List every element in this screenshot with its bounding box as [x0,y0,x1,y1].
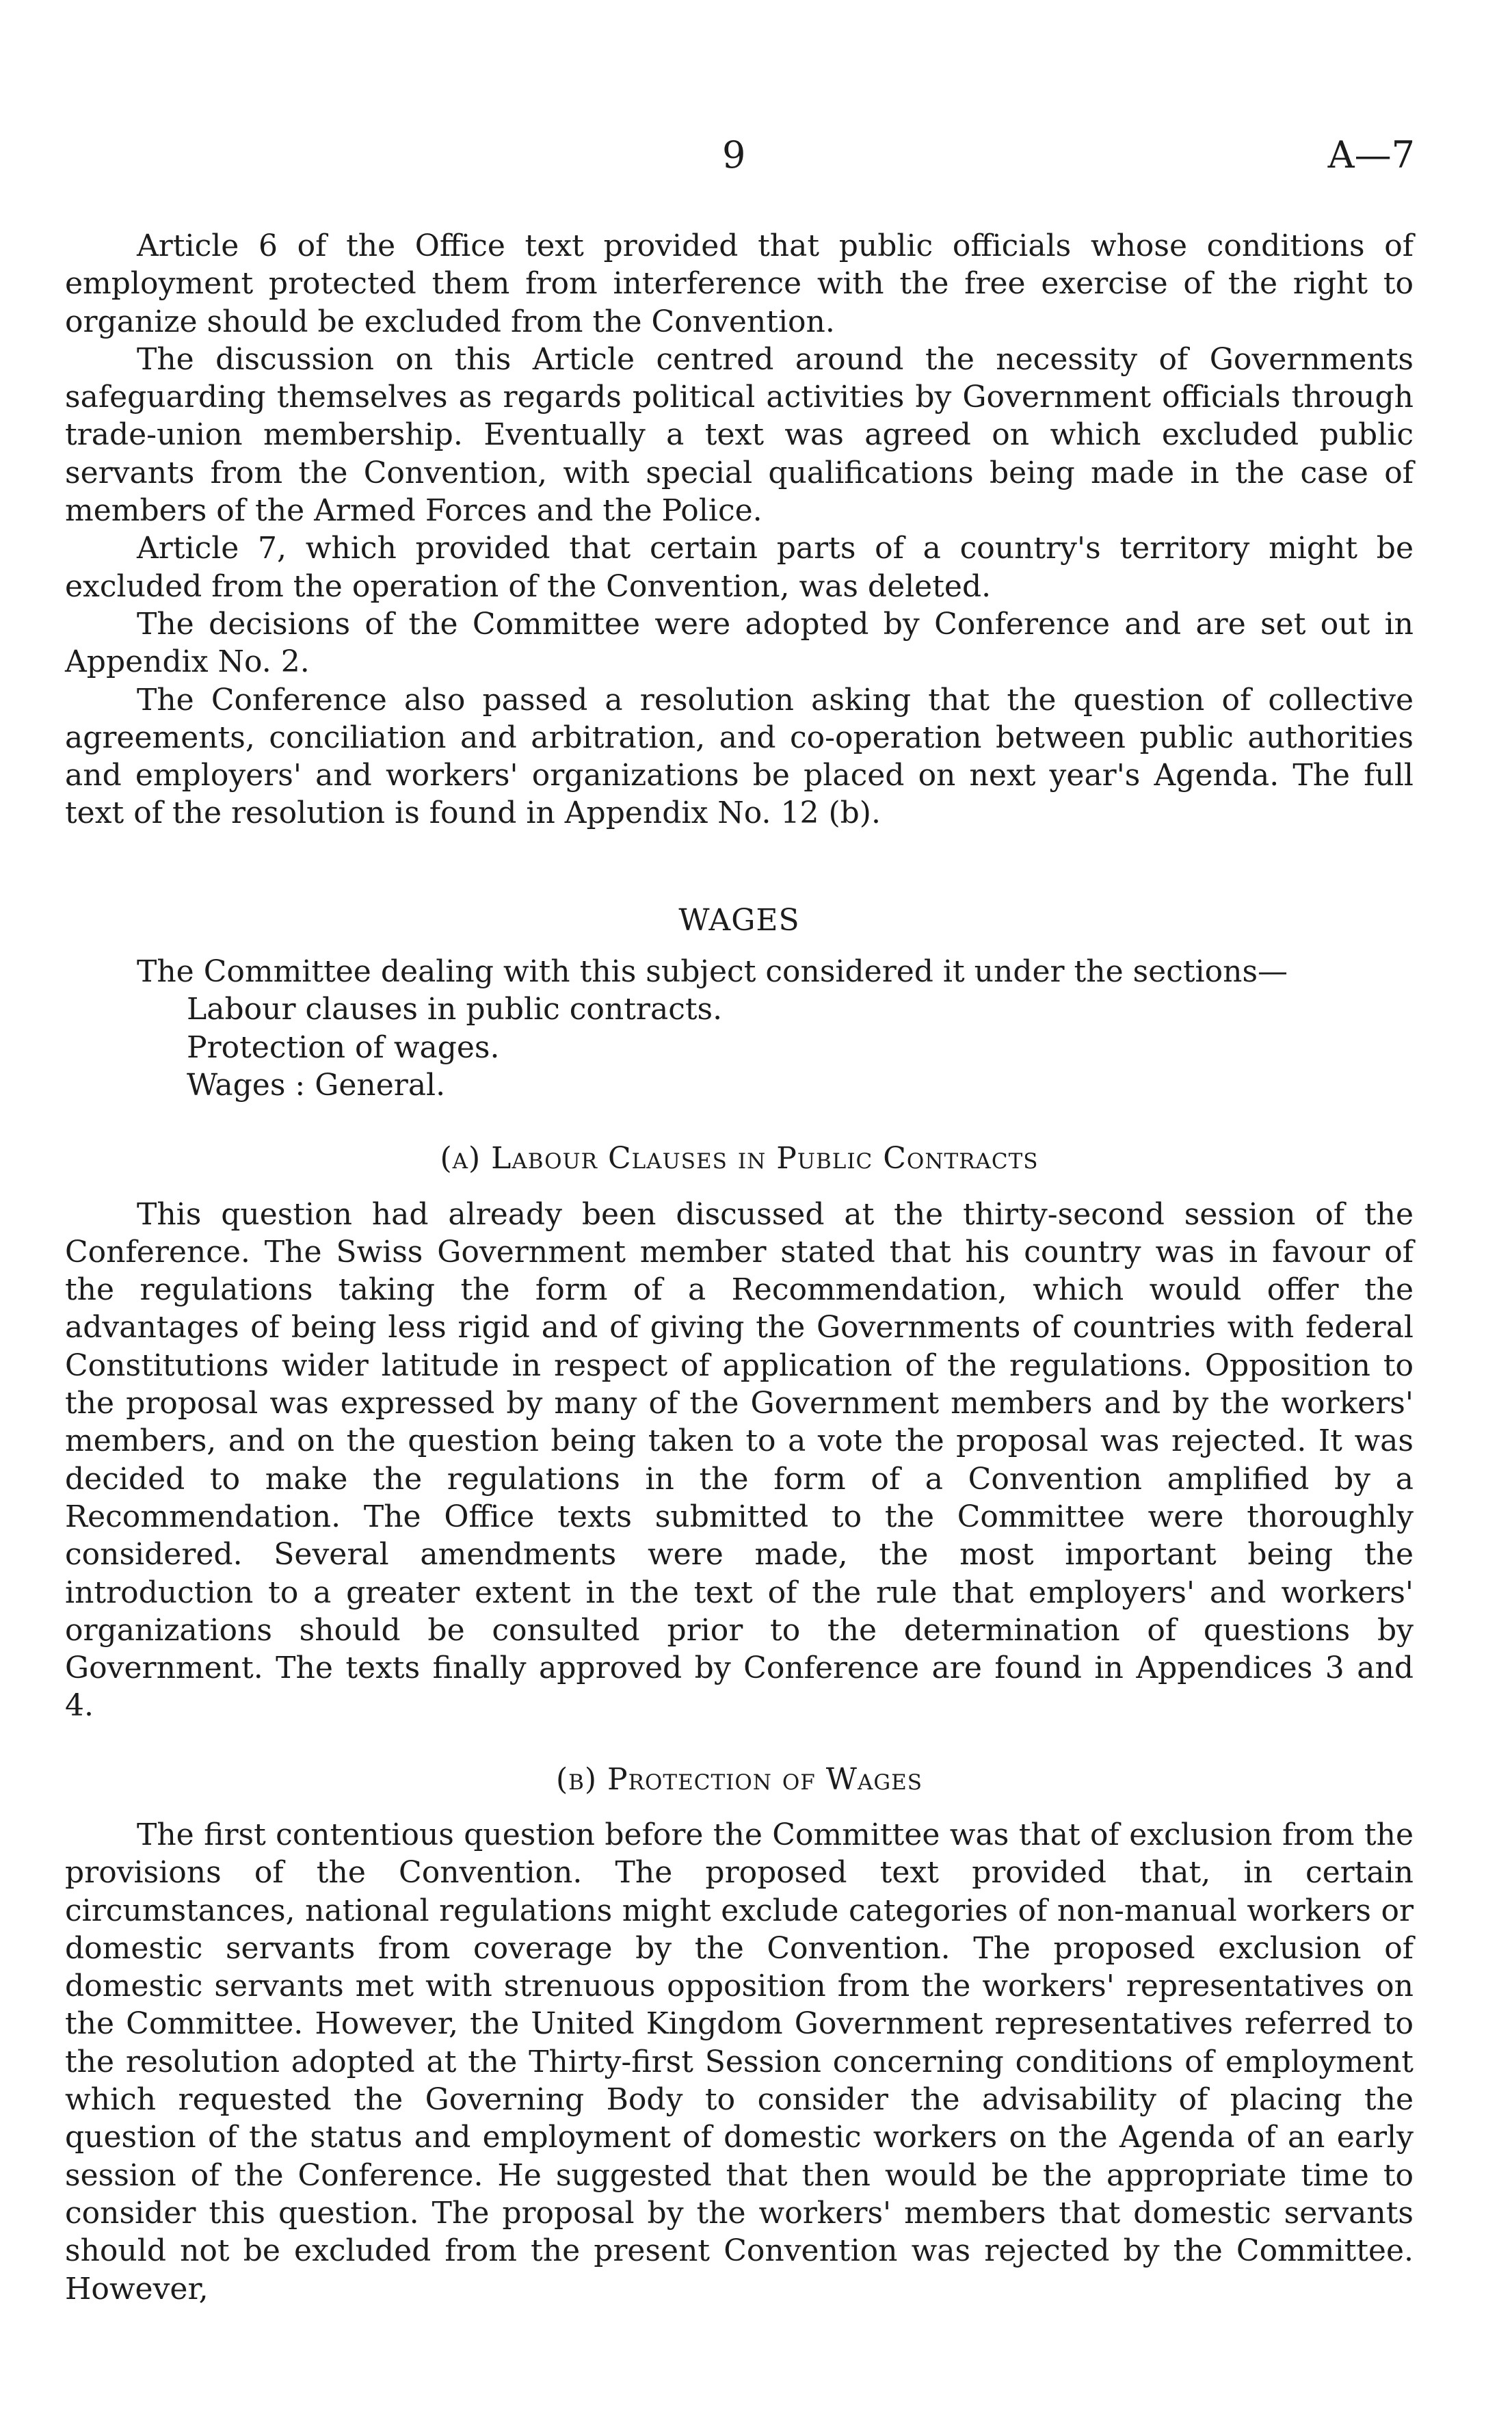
paragraph-resolution: The Conference also passed a resolution asking that the question of collective agreements, conciliation and arbitration, and co-operation between public authorities and employers' and workers' organizations be placed on next year's Agenda. The full text of the resolution is found in Appendix No. 12 (b). [65,682,1414,831]
paragraph-labour-clauses: This question had already been discussed at the thirty-second session of the Conference. The Swiss Government member stated that his country was in favour of the regulations taking the form of a Recommendation, which would offer the advantages of being less rigid and of giving the Governments of countries with federal Constitutions wider latitude in respect of application of the regulations. Opposition to the proposal was expressed by many of the Government members and by the workers' members, and on the question being taken to a vote the proposal was rejected. It was decided to make the regulations in the form of a Convention amplified by a Recommendation. The Office texts submitted to the Committee were thoroughly considered. Several amendments were made, the most important being the introduction to a greater extent in the text of the rule that employers' and workers' organizations should be consulted prior to the determination of questions by Government. The texts finally approved by Conference are found in Appendices 3 and 4. [65,1196,1414,1724]
subsection-title-protection-of-wages: (b) Protection of Wages [555,1761,923,1797]
paragraph-article-7: Article 7, which provided that certain parts of a country's territory might be excluded from the operation of the Convention, was deleted. [65,531,1414,604]
document-reference: A—7 [1327,133,1415,176]
page-header [0,133,1512,188]
wages-section-list [65,990,1414,1104]
section-title-wages: WAGES [678,902,800,938]
page-number: 9 [722,133,746,176]
subsection-title-labour-clauses: (a) Labour Clauses in Public Contracts [440,1141,1039,1177]
paragraph-discussion: The discussion on this Article centred around the necessity of Governments safeguarding themselves as regards political activities by Government officials through trade-union membership. Eventually a text was agreed on which excluded public servants from the Convention, with special qualifications being made in the case of members of the Armed Forces and the Police. [65,341,1414,529]
paragraph-wages-intro: The Committee dealing with this subject considered it under the sections— [137,954,1288,990]
list-item: Labour clauses in public contracts. [187,992,723,1027]
list-item: Wages : General. [187,1067,446,1103]
document-body [65,227,1414,2308]
paragraph-article-6: Article 6 of the Office text provided that public officials whose conditions of employment protected them from interference with the free exercise of the right to organize should be excluded from the Convention. [65,228,1414,339]
paragraph-protection-of-wages: The first contentious question before the Committee was that of exclusion from the provisions of the Convention. The proposed text provided that, in certain circumstances, national regulations might exclude categories of non-manual workers or domestic servants from coverage by the Convention. The proposed exclusion of domestic servants met with strenuous opposition from the workers' representatives on the Committee. However, the United Kingdom Government representatives referred to the resolution adopted at the Thirty-first Session concerning conditions of employment which requested the Governing Body to consider the advisability of placing the question of the status and employment of domestic workers on the Agenda of an early session of the Conference. He suggested that then would be the appropriate time to consider this question. The proposal by the workers' members that domestic servants should not be excluded from the present Convention was rejected by the Committee. However, [65,1817,1414,2307]
paragraph-decisions: The decisions of the Committee were adopted by Conference and are set out in Appendix No. 2. [65,606,1414,680]
list-item: Protection of wages. [187,1029,500,1065]
